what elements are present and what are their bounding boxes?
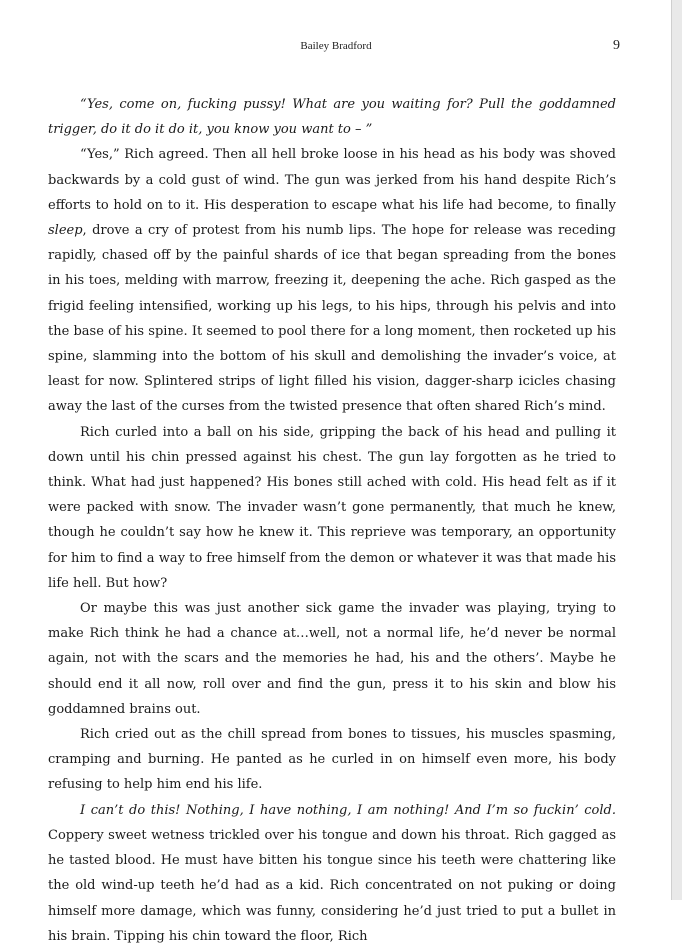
paragraph (48, 92, 616, 142)
running-head-author: Bailey Bradford (300, 40, 372, 52)
text-run: Rich curled into a ball on his side, gripping the back of his head and pulling it down until his chin pressed against his chest. The gun lay forgotten as he tried to think. What had just happened? His bones still ached with cold. His head felt as if it were packed with snow. The invader wasn’t gone permanently, that much he knew, though he couldn’t say how he knew it. This reprieve was temporary, an opportunity for him to find a way to free himself from the demon or whatever it was that made his life hell. But how? (48, 424, 616, 591)
text-run: Or maybe this was just another sick game the invader was playing, trying to make Rich think he had a chance at…well, not a normal life, he’d never be normal again, not with the scars and the memories he had, his and the others’. Maybe he should end it all now, roll over and find the gun, press it to his skin and blow his goddamned brains out. (48, 601, 616, 717)
paragraph (48, 420, 616, 596)
paragraph (48, 596, 616, 722)
text-run: “Yes, come on, fucking pussy! What are you waiting for? Pull the goddamned trigger, do it do it do it, you know you want to – ” (48, 97, 616, 138)
text-run: “Yes,” Rich agreed. Then all hell broke loose in his head as his body was shoved backwards by a cold gust of wind. The gun was jerked from his hand despite Rich’s efforts to hold on to it. His desperation to escape what his life had become, to finally (48, 147, 616, 213)
text-run: sleep (48, 223, 83, 239)
paragraph (48, 722, 616, 798)
text-run: Coppery sweet wetness trickled over his tongue and down his throat. Rich gagged as he tasted blood. He must have bitten his tongue since his teeth were chattering like the old wind-up teeth he’d had as a kid. Rich concentrated on not puking or doing himself more damage, which was funny, considering he’d just tried to put a bullet in his brain. Tipping his chin toward the floor, Rich (48, 827, 616, 944)
viewer-background (672, 0, 682, 900)
paragraph (48, 142, 616, 419)
paragraph (48, 798, 616, 949)
text-run: , drove a cry of protest from his numb lips. The hope for release was receding rapidly, chased off by the painful shards of ice that began spreading from the bones in his toes, melding with marrow, freezing it, deepening the ache. Rich gasped as the frigid feeling intensified, working up his legs, to his hips, through his pelvis and into the base of his spine. It seemed to pool there for a long moment, then rocketed up his spine, slamming into the bottom of his skull and demolishing the invader’s voice, at least for now. Splintered strips of light filled his vision, dagger-sharp icicles chasing away the last of the curses from the twisted presence that often shared Rich’s mind. (48, 223, 616, 415)
body-text (48, 92, 616, 949)
text-run: Rich cried out as the chill spread from bones to tissues, his muscles spasming, cramping and burning. He panted as he curled in on himself even more, his body refusing to help him end his life. (48, 727, 616, 793)
page-number: 9 (613, 38, 620, 53)
text-run: I can’t do this! Nothing, I have nothing, I am nothing! And I’m so fuckin’ cold. (80, 802, 616, 818)
